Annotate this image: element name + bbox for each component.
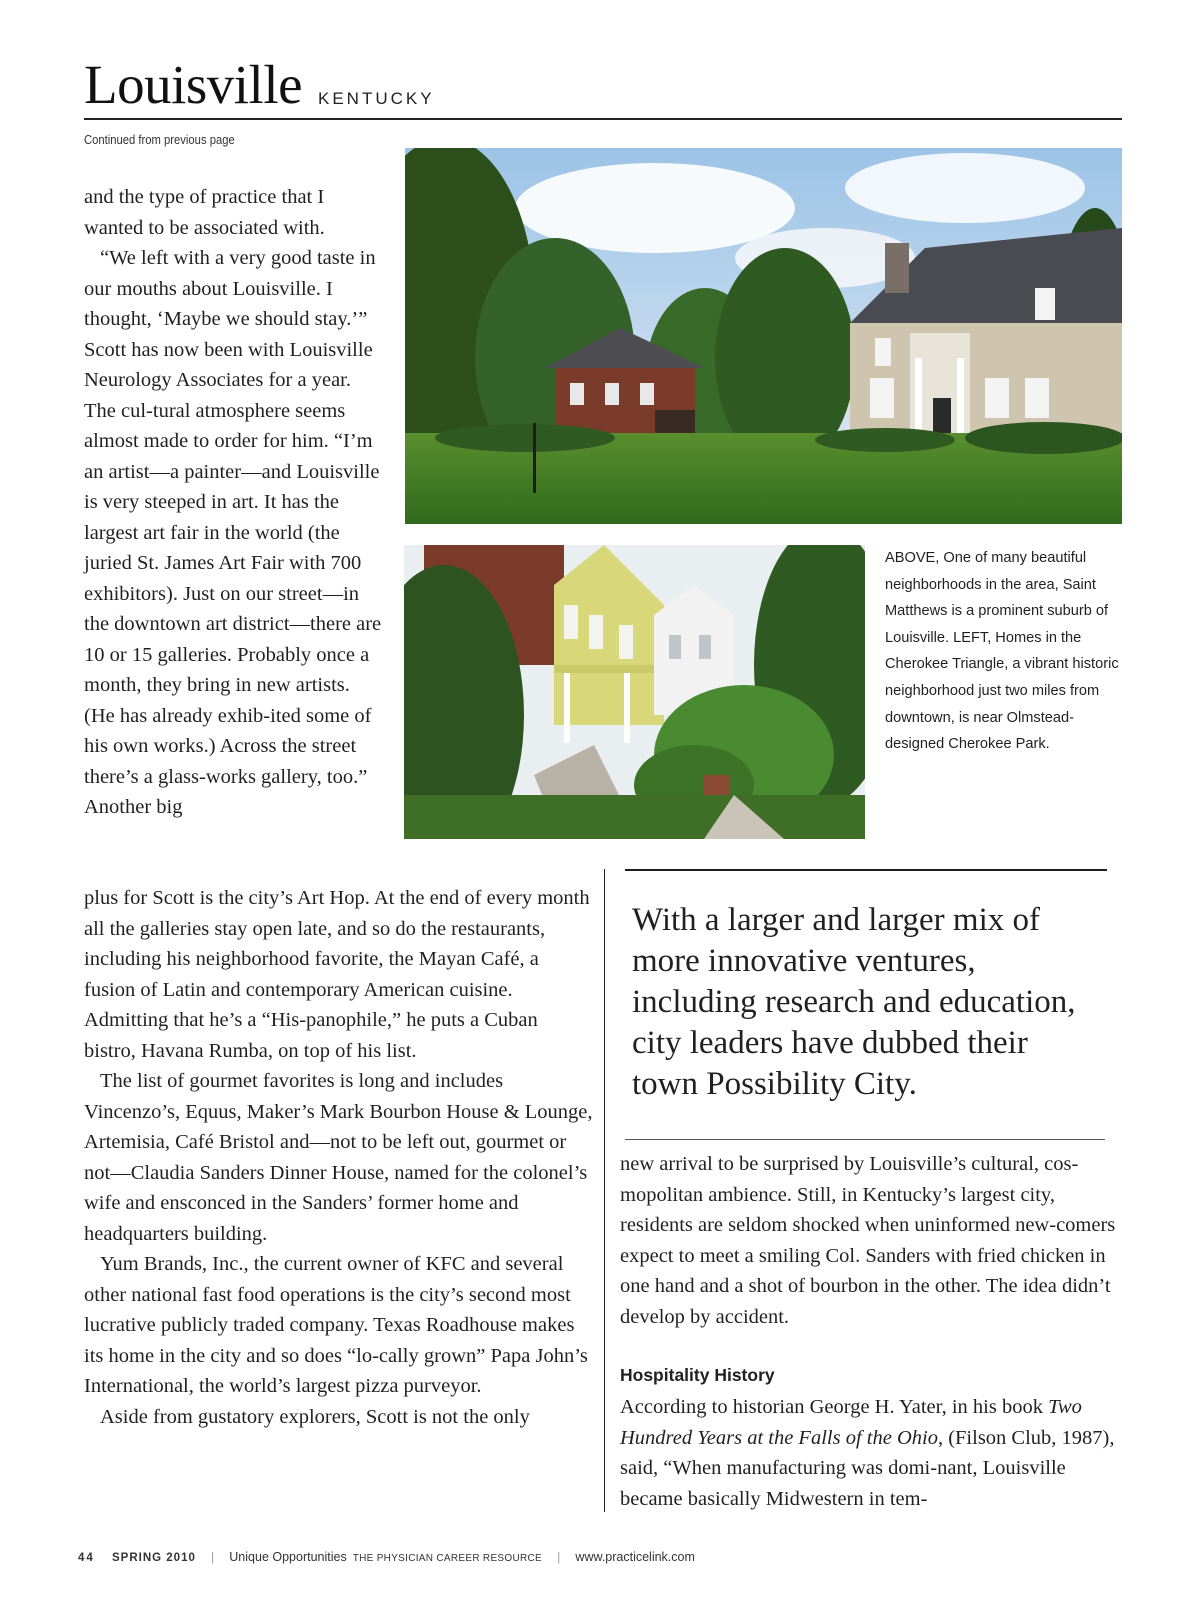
page-title-state: KENTUCKY	[318, 89, 435, 108]
page-footer	[78, 1550, 695, 1564]
article-paragraph: Yum Brands, Inc., the current owner of KFC and several other national fast food operations is the city’s second most lucrative publicly traded company. Texas Roadhouse makes its home in the city and so does “lo-cally grown” Papa John’s International, the world’s largest pizza purveyor.	[84, 1253, 588, 1397]
article-paragraph: plus for Scott is the city’s Art Hop. At the end of every month all the galleries stay open late, and so do the restaurants, including his neighborhood favorite, the Mayan Café, a fusion of Latin and contemporary American cuisine. Admitting that he’s a “His-panophile,” he puts a Cuban bistro, Havana Rumba, on top of his list.	[84, 887, 590, 1062]
pullquote: With a larger and larger mix of more innovative ventures, including research and education, city leaders have dubbed their town Possibility City.	[632, 902, 1076, 1102]
photo-saint-matthews	[405, 148, 1122, 524]
article-paragraph: The list of gourmet favorites is long and includes Vincenzo’s, Equus, Maker’s Mark Bourbon House & Lounge, Artemisia, Café Bristol and—not to be left out, gourmet or not—Claudia Sanders Dinner House, named for the colonel’s wife and ensconced in the Sanders’ former home and headquarters building.	[84, 1070, 593, 1245]
photo-cherokee-triangle-image	[404, 545, 865, 839]
footer-divider: |	[211, 1552, 215, 1564]
column-divider	[604, 869, 605, 1512]
continued-note: Continued from previous page	[84, 133, 235, 147]
header-rule	[84, 118, 1122, 120]
magazine-name: Unique Opportunities	[229, 1550, 347, 1564]
page-title-city: Louisville	[84, 54, 303, 115]
article-column-left-bottom	[84, 883, 594, 1432]
article-column-right	[620, 1149, 1125, 1514]
paragraph-text: , (Filson Club, 1987), said, “When manufacturing was domi-nant, Louisville became basically Midwestern in tem-	[620, 1426, 1115, 1510]
pullquote-top-rule	[625, 869, 1107, 871]
pullquote-bottom-rule	[625, 1139, 1105, 1140]
article-paragraph: new arrival to be surprised by Louisville’s cultural, cos-mopolitan ambience. Still, in Kentucky’s largest city, residents are seldom shocked when uninformed new-comers expect to meet a smiling Col. Sanders with fried chicken in one hand and a shot of bourbon in the other. The idea didn’t develop by accident.	[620, 1153, 1116, 1328]
section-heading: Hospitality History	[620, 1365, 775, 1385]
article-paragraph: Aside from gustatory explorers, Scott is not the only	[100, 1405, 530, 1428]
magazine-tagline: THE PHYSICIAN CAREER RESOURCE	[352, 1553, 543, 1564]
photo-cherokee-triangle	[404, 545, 865, 839]
article-paragraph: and the type of practice that I wanted to be associated with.	[84, 186, 325, 239]
website-link[interactable]: www.practicelink.com	[575, 1550, 695, 1564]
paragraph-text: According to historian George H. Yater, in his book	[620, 1396, 1043, 1418]
photo-caption: ABOVE, One of many beautiful neighborhoods in the area, Saint Matthews is a prominent suburb of Louisville. LEFT, Homes in the Cherokee Triangle, a vibrant historic neighborhood just two miles from downtown, is near Olmstead-designed Cherokee Park.	[885, 550, 1119, 753]
article-column-left-top	[84, 182, 384, 823]
page-number: 44	[78, 1552, 95, 1564]
article-paragraph	[620, 1392, 1125, 1514]
book-title: Two Hundred Years at the Falls of the Ohio	[620, 1396, 1082, 1449]
footer-divider: |	[557, 1552, 561, 1564]
photo-saint-matthews-image	[405, 148, 1122, 524]
article-paragraph: “We left with a very good taste in our mouths about Louisville. I thought, ‘Maybe we should stay.’” Scott has now been with Louisville Neurology Associates for a year. The cul-tural atmosphere seems almost made to order for him. “I’m an artist—a painter—and Louisville is very steeped in art. It has the largest art fair in the world (the juried St. James Art Fair with 700 exhibitors). Just on our street—in the downtown art district—there are 10 or 15 galleries. Probably once a month, they bring in new artists. (He has already exhib-ited some of his own works.) Across the street there’s a glass-works gallery, too.” Another big	[84, 247, 382, 818]
issue-season: SPRING 2010	[112, 1552, 196, 1564]
